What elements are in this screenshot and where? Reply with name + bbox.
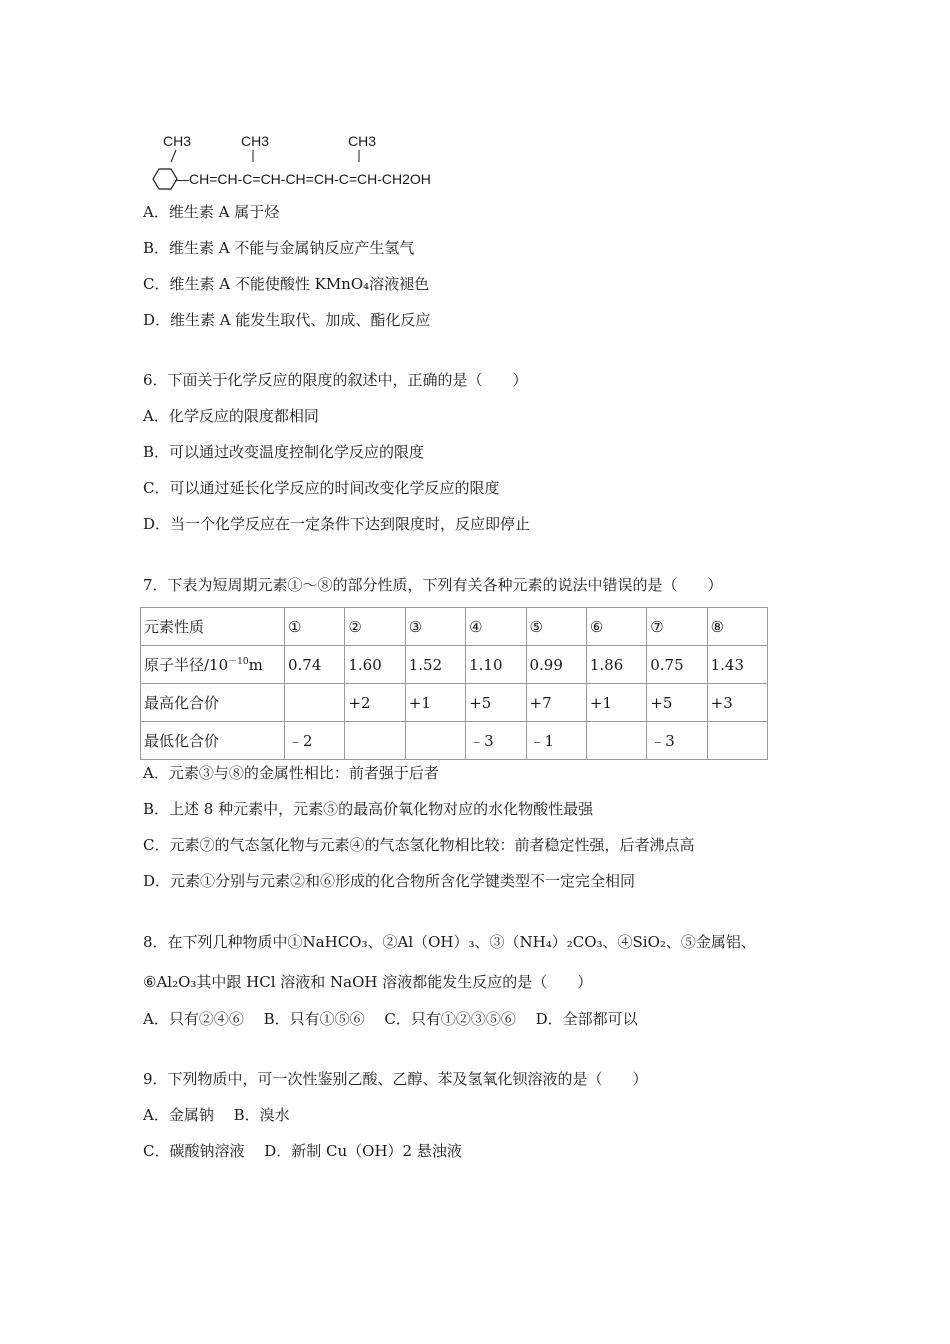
q5-option-b: B．维生素 A 不能与金属钠反应产生氢气 xyxy=(143,239,415,257)
table-cell: ﹣2 xyxy=(285,722,345,760)
q8-stem-line-1: 8．在下列几种物质中①NaHCO₃、②Al（OH）₃、③（NH₄）₂CO₃、④SiO₂、⑤金属铝、 xyxy=(143,933,756,951)
table-cell: 0.99 xyxy=(526,646,586,684)
q9-stem: 9．下列物质中，可一次性鉴别乙酸、乙醇、苯及氢氧化钡溶液的是（ ） xyxy=(143,1070,648,1088)
table-row xyxy=(141,722,768,760)
q7-option-a: A．元素③与⑧的金属性相比：前者强于后者 xyxy=(143,764,439,782)
methyl-group-label: CH3 xyxy=(348,133,377,149)
table-header-cell: 元素性质 xyxy=(141,608,285,646)
table-header-cell: ⑦ xyxy=(647,608,707,646)
table-cell: +7 xyxy=(526,684,586,722)
table-cell xyxy=(345,722,405,760)
table-header-cell: ⑥ xyxy=(586,608,646,646)
q8-options: A．只有②④⑥ B．只有①⑤⑥ C．只有①②③⑤⑥ D．全部都可以 xyxy=(143,1010,638,1028)
radius-exponent: －10 xyxy=(228,657,249,667)
q7-option-b: B．上述 8 种元素中，元素⑤的最高价氧化物对应的水化物酸性最强 xyxy=(143,800,594,818)
q7-option-d: D．元素①分别与元素②和⑥形成的化合物所含化学键类型不一定完全相同 xyxy=(143,872,636,890)
q5-option-a: A．维生素 A 属于烃 xyxy=(143,203,280,221)
table-header-cell: ④ xyxy=(466,608,526,646)
table-cell: 1.52 xyxy=(405,646,465,684)
methyl-group-label: CH3 xyxy=(163,133,192,149)
q7-stem: 7．下表为短周期元素①～⑧的部分性质，下列有关各种元素的说法中错误的是（ ） xyxy=(143,576,723,594)
table-cell: ﹣1 xyxy=(526,722,586,760)
radius-row-label xyxy=(141,646,285,684)
min-valence-row-label: 最低化合价 xyxy=(141,722,285,760)
table-row xyxy=(141,684,768,722)
table-cell: ﹣3 xyxy=(466,722,526,760)
table-cell: 1.86 xyxy=(586,646,646,684)
methyl-group-label: CH3 xyxy=(241,133,270,149)
table-cell: +5 xyxy=(466,684,526,722)
element-properties-table xyxy=(140,607,768,760)
max-valence-row-label: 最高化合价 xyxy=(141,684,285,722)
table-cell: 1.60 xyxy=(345,646,405,684)
table-cell: +3 xyxy=(707,684,767,722)
q5-option-d: D．维生素 A 能发生取代、加成、酯化反应 xyxy=(143,311,431,329)
radius-unit: m xyxy=(248,656,263,674)
q6-option-a: A．化学反应的限度都相同 xyxy=(143,407,319,425)
polyene-chain: —CH=CH-C=CH-CH=CH-C=CH-CH2OH xyxy=(175,171,431,187)
table-cell: 0.74 xyxy=(285,646,345,684)
q6-stem: 6．下面关于化学反应的限度的叙述中，正确的是（ ） xyxy=(143,371,528,389)
table-header-cell: ⑤ xyxy=(526,608,586,646)
q8-stem-line-2: ⑥Al₂O₃其中跟 HCl 溶液和 NaOH 溶液都能发生反应的是（ ） xyxy=(143,973,593,991)
table-header-row xyxy=(141,608,768,646)
q9-options-row-2: C．碳酸钠溶液 D．新制 Cu（OH）2 悬浊液 xyxy=(143,1142,462,1160)
radius-label-text: 原子半径/10 xyxy=(144,656,229,674)
table-header-cell: ⑧ xyxy=(707,608,767,646)
table-cell: +1 xyxy=(405,684,465,722)
q6-option-b: B．可以通过改变温度控制化学反应的限度 xyxy=(143,443,425,461)
table-cell: 0.75 xyxy=(647,646,707,684)
table-cell: +5 xyxy=(647,684,707,722)
table-cell: 1.10 xyxy=(466,646,526,684)
table-cell xyxy=(405,722,465,760)
table-cell xyxy=(586,722,646,760)
vitamin-a-structural-formula xyxy=(143,128,443,192)
q9-options-row-1: A．金属钠 B．溴水 xyxy=(143,1106,290,1124)
table-cell: ﹣3 xyxy=(647,722,707,760)
q5-option-c: C．维生素 A 不能使酸性 KMnO₄溶液褪色 xyxy=(143,275,430,293)
table-cell: +2 xyxy=(345,684,405,722)
table-cell xyxy=(707,722,767,760)
table-cell: +1 xyxy=(586,684,646,722)
table-header-cell: ③ xyxy=(405,608,465,646)
cyclohexene-ring-icon xyxy=(153,169,177,189)
q6-option-c: C．可以通过延长化学反应的时间改变化学反应的限度 xyxy=(143,479,500,497)
table-cell xyxy=(285,684,345,722)
q6-option-d: D．当一个化学反应在一定条件下达到限度时，反应即停止 xyxy=(143,515,531,533)
methyl-bond xyxy=(171,150,176,162)
table-header-cell: ② xyxy=(345,608,405,646)
table-cell: 1.43 xyxy=(707,646,767,684)
table-header-cell: ① xyxy=(285,608,345,646)
table-row xyxy=(141,646,768,684)
q7-option-c: C．元素⑦的气态氢化物与元素④的气态氢化物相比较：前者稳定性强，后者沸点高 xyxy=(143,836,695,854)
